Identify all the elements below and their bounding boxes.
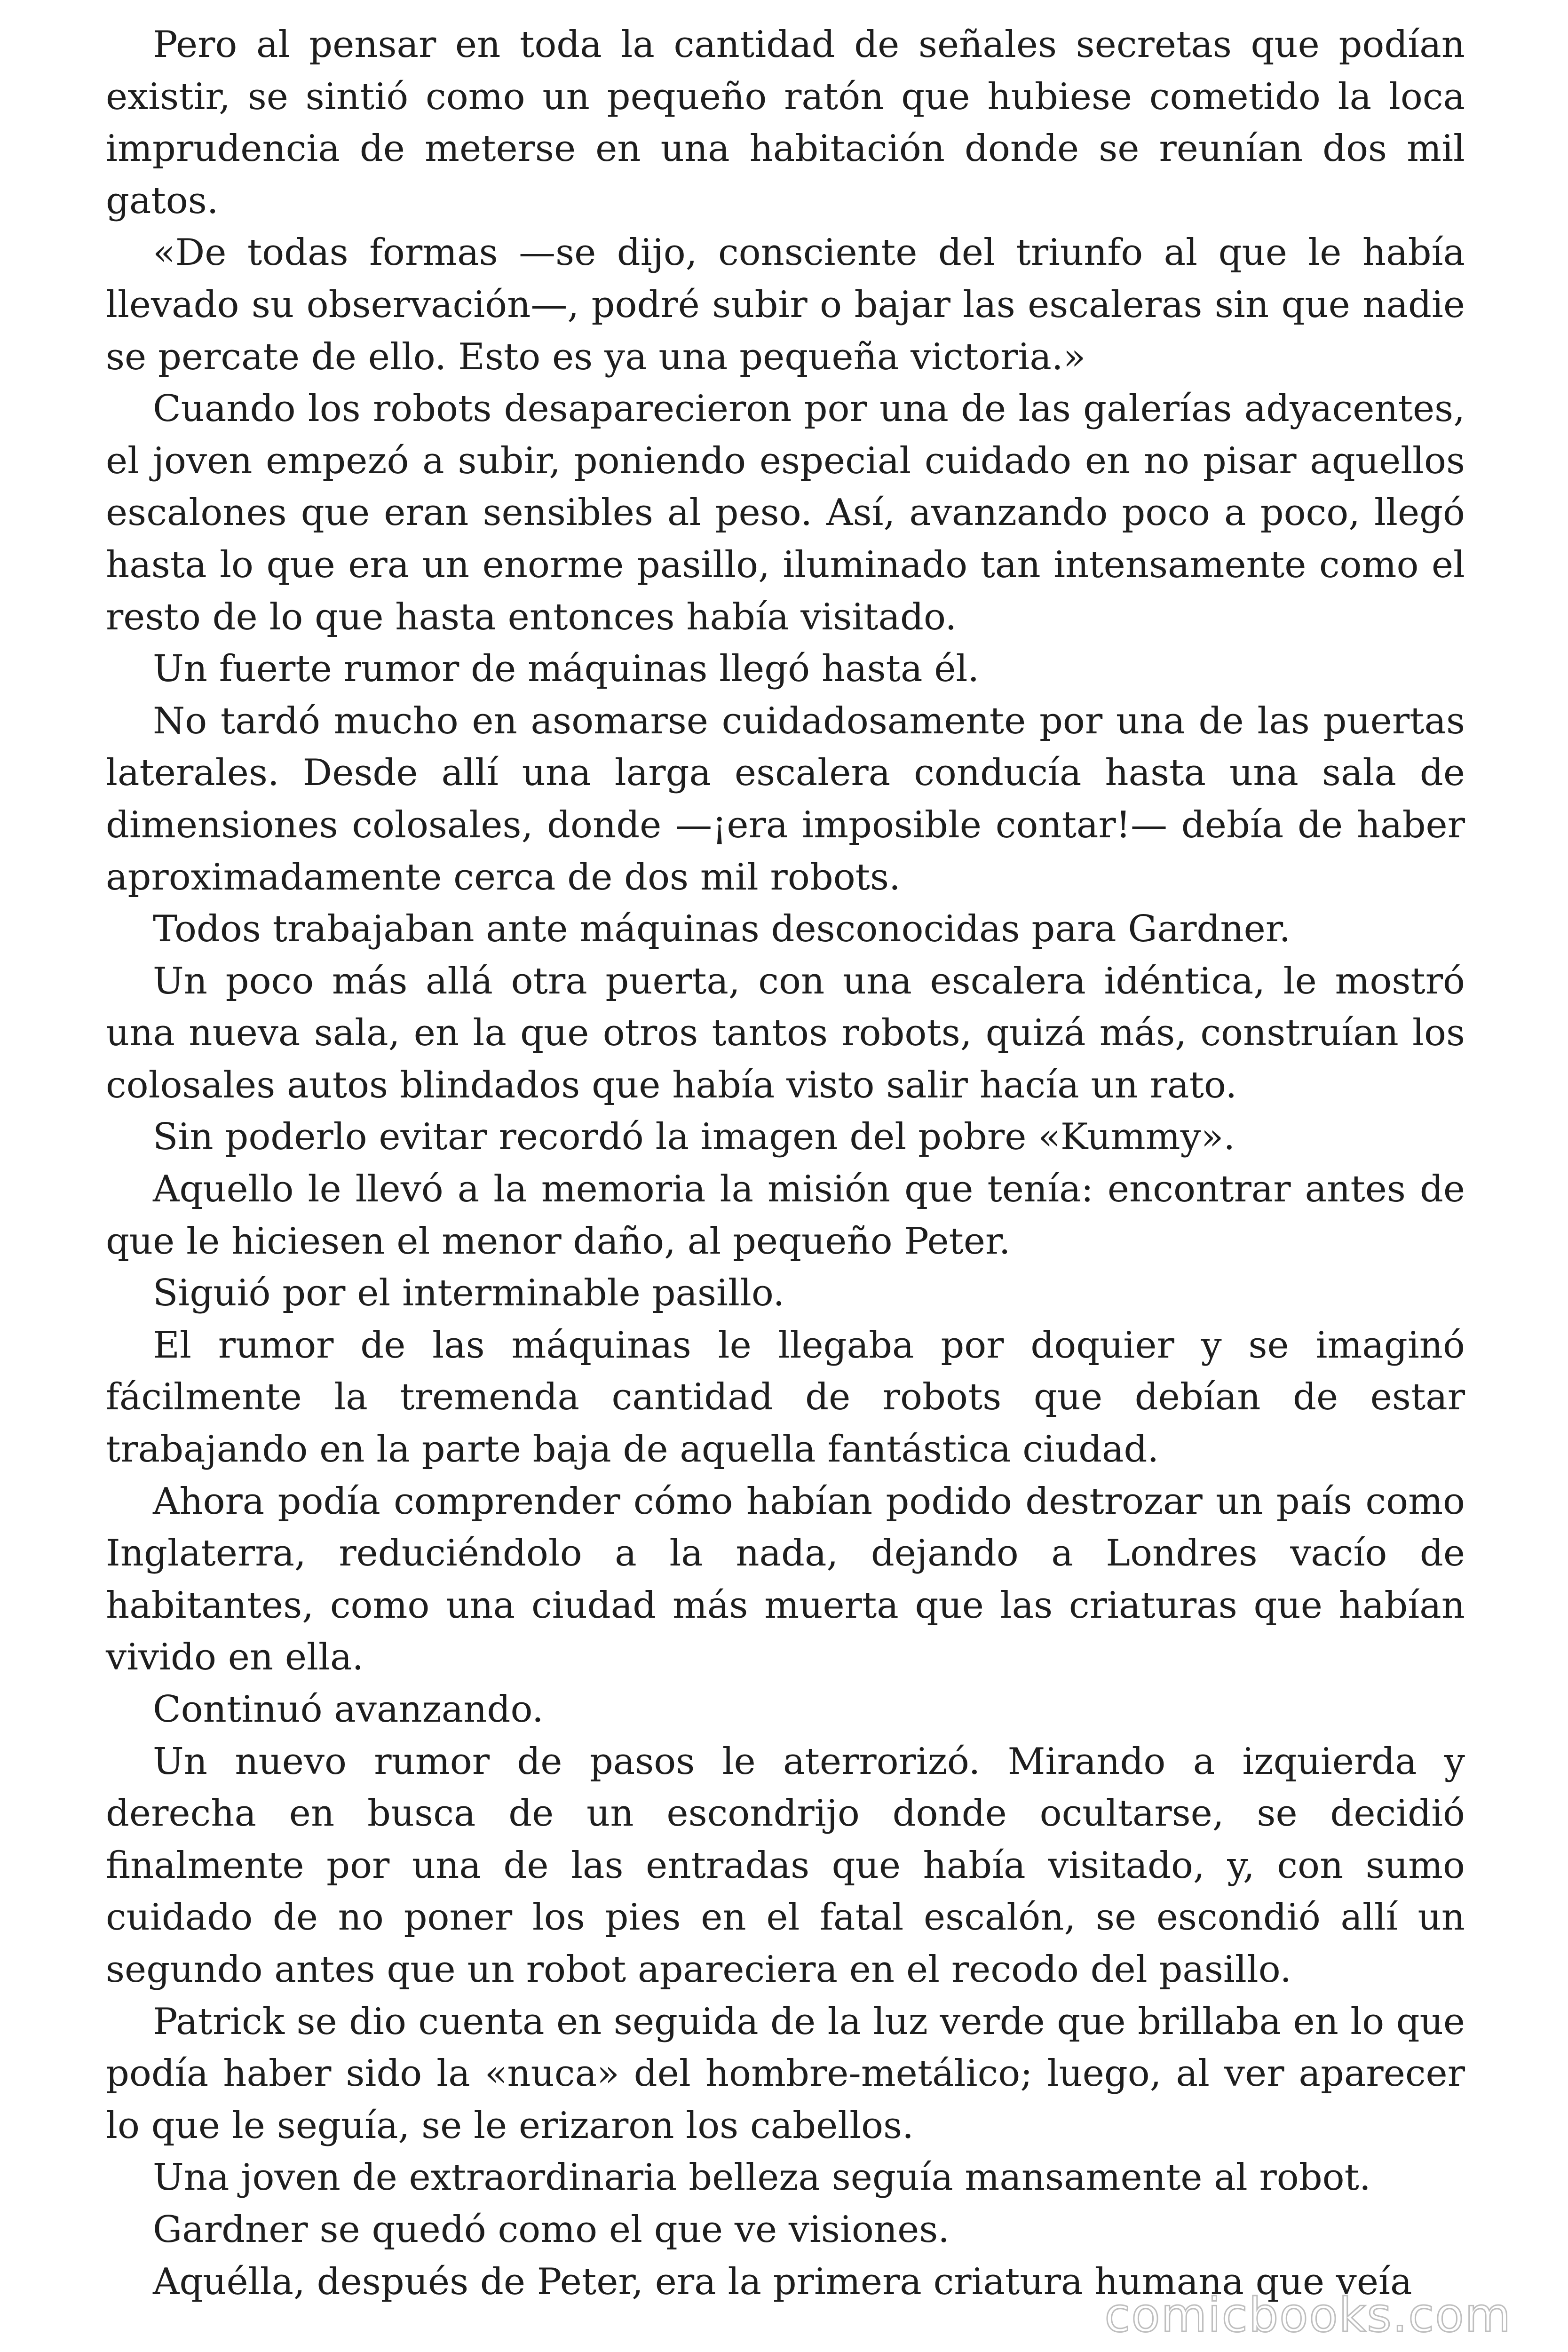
paragraph: Cuando los robots desaparecieron por una de las galerías adyacentes, el joven empezó a subir, poniendo especial cuidado en no pisar aquellos escalones que eran sensibles al peso. Así, avanzando poco a poco, llegó hasta lo que era un enorme pasillo, iluminado tan intensamente como el resto de lo que hasta entonces había visitado. <box>106 388 1465 638</box>
paragraph: Continuó avanzando. <box>153 1688 544 1731</box>
paragraph: Sin poderlo evitar recordó la imagen del pobre «Kummy». <box>153 1116 1235 1159</box>
paragraph: Ahora podía comprender cómo habían podido destrozar un país como Inglaterra, reduciéndolo a la nada, dejando a Londres vacío de habitantes, como una ciudad más muerta que las criaturas que habían vivido en ella. <box>106 1480 1465 1679</box>
paragraph: Una joven de extraordinaria belleza seguía mansamente al robot. <box>153 2156 1371 2199</box>
paragraph: El rumor de las máquinas le llegaba por doquier y se imaginó fácilmente la tremenda cantidad de robots que debían de estar trabajando en la parte baja de aquella fantástica ciudad. <box>106 1324 1465 1471</box>
paragraph: No tardó mucho en asomarse cuidadosamente por una de las puertas laterales. Desde allí una larga escalera conducía hasta una sala de dimensiones colosales, donde —¡era imposible contar!— debía de haber aproximadamente cerca de dos mil robots. <box>106 699 1465 898</box>
paragraph: Pero al pensar en toda la cantidad de señales secretas que podían existir, se sintió como un pequeño ratón que hubiese cometido la loca imprudencia de meterse en una habitación donde se reunían dos mil gatos. <box>106 24 1465 222</box>
book-page <box>106 19 1465 2308</box>
watermark-text: comicbooks.com <box>1104 2288 1512 2343</box>
paragraph: Gardner se quedó como el que ve visiones. <box>153 2208 950 2251</box>
paragraph: Un nuevo rumor de pasos le aterrorizó. Mirando a izquierda y derecha en busca de un escondrijo donde ocultarse, se decidió finalmente por una de las entradas que había visitado, y, con sumo cuidado de no poner los pies en el fatal escalón, se escondió allí un segundo antes que un robot apareciera en el recodo del pasillo. <box>106 1740 1465 1991</box>
paragraph: Todos trabajaban ante máquinas desconocidas para Gardner. <box>153 908 1291 951</box>
paragraph: Siguió por el interminable pasillo. <box>153 1272 785 1315</box>
paragraph: Un poco más allá otra puerta, con una escalera idéntica, le mostró una nueva sala, en la que otros tantos robots, quizá más, construían los colosales autos blindados que había visto salir hacía un rato. <box>106 960 1465 1106</box>
paragraph: Un fuerte rumor de máquinas llegó hasta él. <box>153 648 980 691</box>
paragraph: «De todas formas —se dijo, consciente del triunfo al que le había llevado su observación—, podré subir o bajar las escaleras sin que nadie se percate de ello. Esto es ya una pequeña victoria.» <box>106 231 1465 378</box>
paragraph: Patrick se dio cuenta en seguida de la luz verde que brillaba en lo que podía haber sido la «nuca» del hombre-metálico; luego, al ver aparecer lo que le seguía, se le erizaron los cabellos. <box>106 2000 1465 2147</box>
paragraph: Aquello le llevó a la memoria la misión que tenía: encontrar antes de que le hiciesen el menor daño, al pequeño Peter. <box>106 1168 1465 1263</box>
paragraph: Aquélla, después de Peter, era la primera criatura humana que veía <box>153 2260 1412 2303</box>
